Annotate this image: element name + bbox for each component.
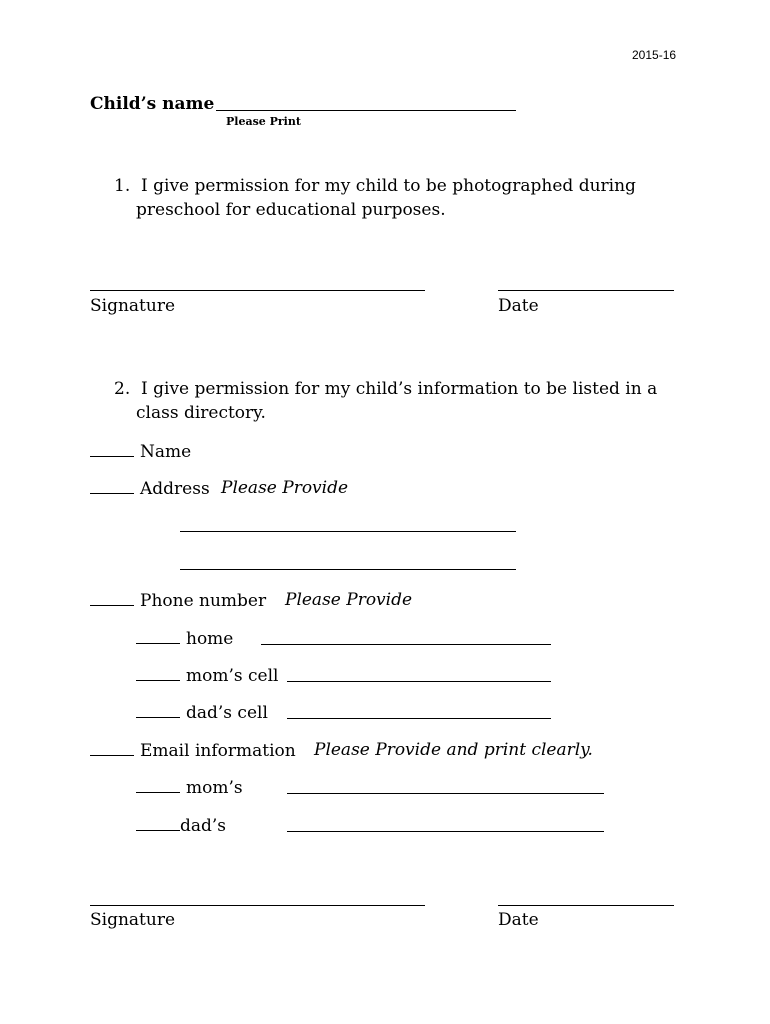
email-checkbox-blank[interactable] [90, 740, 134, 756]
email-label: Email information [140, 741, 296, 761]
moms-email-row [136, 777, 243, 798]
address-checkbox-blank[interactable] [90, 478, 134, 494]
directory-email-row [90, 740, 296, 761]
moms-email-label: mom’s [186, 778, 243, 798]
dads-email-label: dad’s [180, 816, 227, 836]
item1-text-line2: preschool for educational purposes. [136, 200, 446, 220]
dads-email-row [136, 815, 226, 836]
name-label: Name [140, 442, 192, 462]
item2-text-line1: I give permission for my child’s information to be listed in a [141, 379, 658, 399]
moms-cell-checkbox-blank[interactable] [136, 665, 180, 681]
date1-label: Date [498, 296, 539, 316]
signature1-label: Signature [90, 296, 176, 316]
phone-checkbox-blank[interactable] [90, 590, 134, 606]
signature1-field[interactable] [90, 290, 425, 291]
item2-number: 2. [114, 379, 131, 399]
date2-field[interactable] [498, 905, 674, 906]
date2-label: Date [498, 910, 539, 930]
moms-email-checkbox-blank[interactable] [136, 777, 180, 793]
home-label: home [186, 629, 234, 649]
dads-cell-checkbox-blank[interactable] [136, 702, 180, 718]
directory-name-row [90, 441, 191, 462]
item1-number: 1. [114, 176, 131, 196]
item2-text-line2: class directory. [136, 403, 266, 423]
phone-hint: Please Provide [285, 590, 413, 610]
form-year: 2015-16 [632, 48, 677, 62]
dads-cell-field[interactable] [287, 718, 551, 719]
home-phone-field[interactable] [261, 644, 551, 645]
moms-cell-label: mom’s cell [186, 666, 279, 686]
signature2-field[interactable] [90, 905, 425, 906]
name-checkbox-blank[interactable] [90, 441, 134, 457]
directory-phone-row [90, 590, 266, 611]
dads-cell-row [136, 702, 268, 723]
address-line-2-field[interactable] [180, 569, 516, 570]
dads-email-field[interactable] [287, 831, 604, 832]
moms-email-field[interactable] [287, 793, 604, 794]
directory-address-row [90, 478, 210, 499]
home-phone-row [136, 628, 233, 649]
address-label: Address [140, 479, 210, 499]
address-line-1-field[interactable] [180, 531, 516, 532]
moms-cell-row [136, 665, 278, 686]
email-hint: Please Provide and print clearly. [314, 740, 593, 760]
phone-label: Phone number [140, 591, 267, 611]
signature2-label: Signature [90, 910, 176, 930]
dads-email-checkbox-blank[interactable] [136, 815, 180, 831]
home-checkbox-blank[interactable] [136, 628, 180, 644]
childs-name-field[interactable] [216, 110, 516, 111]
moms-cell-field[interactable] [287, 681, 551, 682]
address-hint: Please Provide [221, 478, 349, 498]
please-print-hint: Please Print [226, 115, 301, 128]
childs-name-label: Child’s name [90, 94, 215, 114]
date1-field[interactable] [498, 290, 674, 291]
item1-text-line1: I give permission for my child to be photographed during [141, 176, 636, 196]
dads-cell-label: dad’s cell [186, 703, 268, 723]
